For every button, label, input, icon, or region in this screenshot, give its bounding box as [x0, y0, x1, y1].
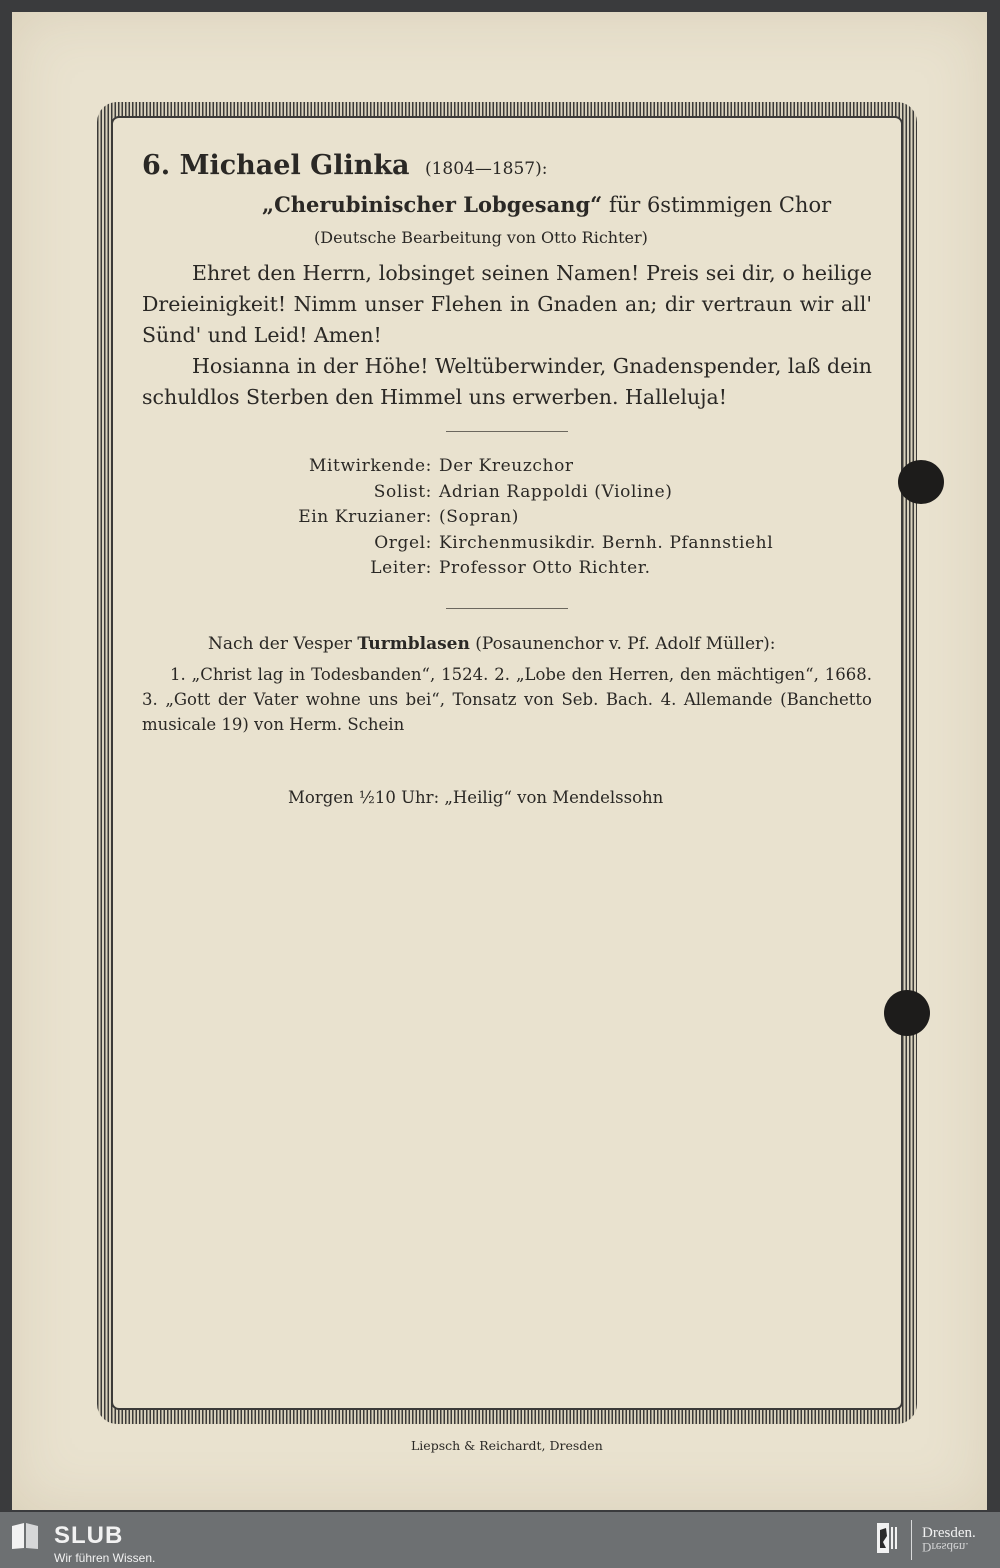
next-service-note: Morgen ½10 Uhr: „Heilig“ von Mendelssohn — [288, 788, 664, 807]
performers-list — [262, 454, 822, 582]
composer-heading — [142, 150, 547, 181]
work-scoring: für 6stimmigen Chor — [608, 193, 832, 217]
after-vespers-detail: (Posaunenchor v. Pf. Adolf Müller): — [475, 634, 776, 654]
library-name[interactable]: SLUB — [54, 1522, 124, 1549]
printer-imprint: Liepsch & Reichardt, Dresden — [411, 1438, 603, 1453]
performer-name: (Sopran) — [439, 507, 520, 527]
performer-role: Mitwirkende: — [309, 456, 432, 476]
pieces-text: 1. „Christ lag in Todesbanden“, 1524. 2. „Lobe den Herren, den mächtigen“, 1668. 3. „Gott der Vater wohne uns bei“, Tonsatz von Seb. Bach. 4. Allemande (Banchetto musicale 19) von Herm. Schein — [142, 665, 872, 734]
performer-role: Solist: — [373, 481, 432, 502]
performer-role: Ein Kruzianer: — [298, 507, 432, 527]
lyrics-paragraph: Ehret den Herrn, lobsinget seinen Namen! Preis sei dir, o heilige Dreieinigkeit! Nimm unser Flehen in Gnaden an; dir vertraun wir all' Sünd' und Leid! Amen! — [142, 261, 872, 347]
performer-row — [262, 454, 822, 480]
library-footer — [0, 1512, 1000, 1568]
divider — [446, 431, 568, 432]
performer-role: Orgel: — [374, 532, 432, 553]
divider — [446, 608, 568, 609]
after-vespers-lead: Nach der Vesper — [208, 634, 352, 654]
book-icon — [10, 1522, 40, 1550]
city-name-reflection: Dresden. — [922, 1540, 969, 1555]
city-crest-icon — [876, 1522, 902, 1554]
performer-row — [262, 480, 822, 506]
performer-name: Adrian Rappoldi (Violine) — [439, 481, 673, 502]
performer-row — [262, 556, 822, 582]
work-name: „Cherubinischer Lobgesang“ — [262, 192, 603, 217]
footer-divider — [911, 1520, 912, 1560]
city-logo[interactable] — [922, 1526, 976, 1554]
lyrics-paragraph: Hosianna in der Höhe! Weltüberwinder, Gnadenspender, laß dein schuldlos Sterben den Himmel uns erwerben. Halleluja! — [142, 354, 872, 409]
performer-name: Der Kreuzchor — [439, 456, 574, 476]
after-vespers-title: Turmblasen — [357, 634, 470, 654]
punch-hole — [884, 990, 930, 1036]
composer-dates: (1804—1857): — [424, 159, 548, 179]
work-title — [262, 192, 831, 217]
translation-note: (Deutsche Bearbeitung von Otto Richter) — [314, 228, 648, 247]
performer-row — [262, 505, 822, 531]
performer-name: Professor Otto Richter. — [439, 558, 651, 578]
city-name: Dresden. — [922, 1525, 976, 1541]
performer-role: Leiter: — [370, 558, 432, 578]
lyrics — [142, 258, 872, 413]
item-number: 6. — [142, 150, 171, 181]
after-vespers-pieces — [142, 662, 872, 737]
composer-name: Michael Glinka — [179, 150, 410, 181]
performer-row — [262, 531, 822, 557]
performer-name: Kirchenmusikdir. Bernh. Pfannstiehl — [439, 532, 774, 553]
after-vespers-heading — [208, 634, 776, 654]
library-tagline: Wir führen Wissen. — [54, 1551, 156, 1565]
punch-hole — [898, 460, 944, 504]
